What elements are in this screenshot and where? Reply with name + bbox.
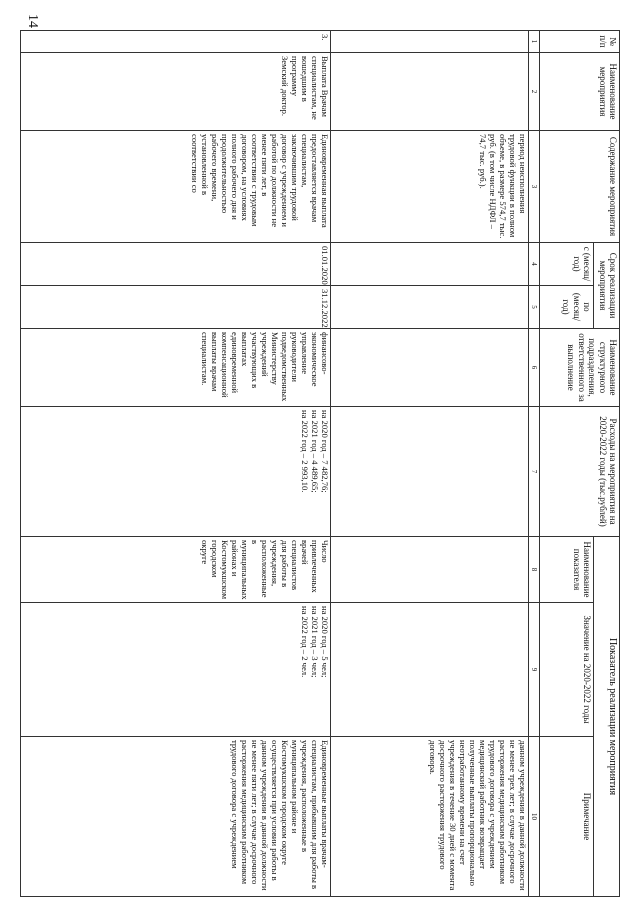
header-to: по (месяц/ год)	[540, 286, 594, 329]
header-measure-content: Содержание мероприятия	[540, 131, 620, 243]
column-number: 7	[528, 407, 539, 537]
cost-line: на 2020 год – 7 482,76;	[319, 410, 330, 493]
header-from: с (месяц/ год)	[540, 243, 594, 286]
row2-number: 3.	[21, 31, 331, 53]
row2-content: Единовременная выплата предоставляется врачам специалистам, заключившим трудовой договор с учреждением и работой по должности не менее пяти лет, в соответствии с трудовым договором, на условиях полного рабочего дня и продолжительностью рабочего времени, установленной в соответствии со	[21, 131, 331, 243]
header-indicator-value: Значение на 2020-2022 годы	[540, 603, 594, 737]
row2-note: Единовременные выплаты врачам-специалистам, прибывшим для работы в учреждения, расположенные в муниципальном районе и Костомукшском городском округе осуществляется при условии работы в данном учреждении в данной должности не менее пяти лет; в случае досрочного расторжения медицинским работником трудового договора с учреждением	[21, 737, 331, 897]
row1-value	[330, 603, 528, 737]
row2-value	[21, 603, 331, 737]
header-indicators: Показатель реализации мероприятия	[594, 537, 620, 897]
column-number: 10	[528, 737, 539, 897]
row2-department: финансово-экономическое управление руководители подведомственных Министерству учреждений участвующих в выплатах единовременной компенсационной выплаты врачам специалистам.	[21, 329, 331, 407]
column-number: 3	[528, 131, 539, 243]
row1-number	[330, 31, 528, 53]
column-number: 2	[528, 53, 539, 131]
header-costs: Расходы на мероприятия на 2020-2022 годы (тыс.рублей)	[540, 407, 620, 537]
row2-start: 01.01.2020	[21, 243, 331, 286]
header-period: Срок реализации мероприятия	[594, 243, 620, 329]
header-department: Наименование структурного подразделения, ответственного за выполнение	[540, 329, 620, 407]
column-number: 4	[528, 243, 539, 286]
header-note: Примечание	[540, 737, 594, 897]
row1-end	[330, 286, 528, 329]
row1-name	[330, 53, 528, 131]
row1-content: период неисполнения трудовой функции в полном объеме, в размере 574,7 тыс. руб. (в том числе НДФЛ – 74,7 тыс. руб.).	[330, 131, 528, 243]
row2-end: 31.12.2022	[21, 286, 331, 329]
cost-line: на 2021 год – 4 489,65;	[309, 410, 320, 493]
column-number: 6	[528, 329, 539, 407]
row2-indicator: Число привлеченных врачей специалистов для работы в учреждения, расположенные в муниципальных районах и Костомукшском городском округе	[21, 537, 331, 603]
row1-note: данном учреждении в данной должности не менее трех лет; в случае досрочного расторжения медицинским работником трудового договора с учреждением медицинский работник возвращает полученные выплаты пропорционально неотработанному времени на счет учреждения в течение 30 дней с момента досрочного расторжения трудового договора.	[330, 737, 528, 897]
row1-department	[330, 329, 528, 407]
page-number: 14	[25, 14, 40, 28]
cost-line: на 2022 год – 2 993,10.	[299, 410, 310, 493]
header-indicator-name: Наименование показателя	[540, 537, 594, 603]
row1-indicator	[330, 537, 528, 603]
measures-table	[20, 30, 620, 897]
row2-costs	[21, 407, 331, 537]
value-line: на 2020 год – 5 чел;	[319, 606, 330, 678]
value-line: на 2022 год – 2 чел.	[299, 606, 310, 678]
value-line: на 2021 год – 3 чел;	[309, 606, 320, 678]
header-measure-name: Наименование мероприятия	[540, 53, 620, 131]
row2-name: Выплата Врачам специалистам, не вошедшим в программу Земский доктор.	[21, 53, 331, 131]
column-number: 5	[528, 286, 539, 329]
column-number: 8	[528, 537, 539, 603]
column-number: 9	[528, 603, 539, 737]
header-number: № п/п	[540, 31, 620, 53]
column-number: 1	[528, 31, 539, 53]
row1-start	[330, 243, 528, 286]
row1-costs	[330, 407, 528, 537]
